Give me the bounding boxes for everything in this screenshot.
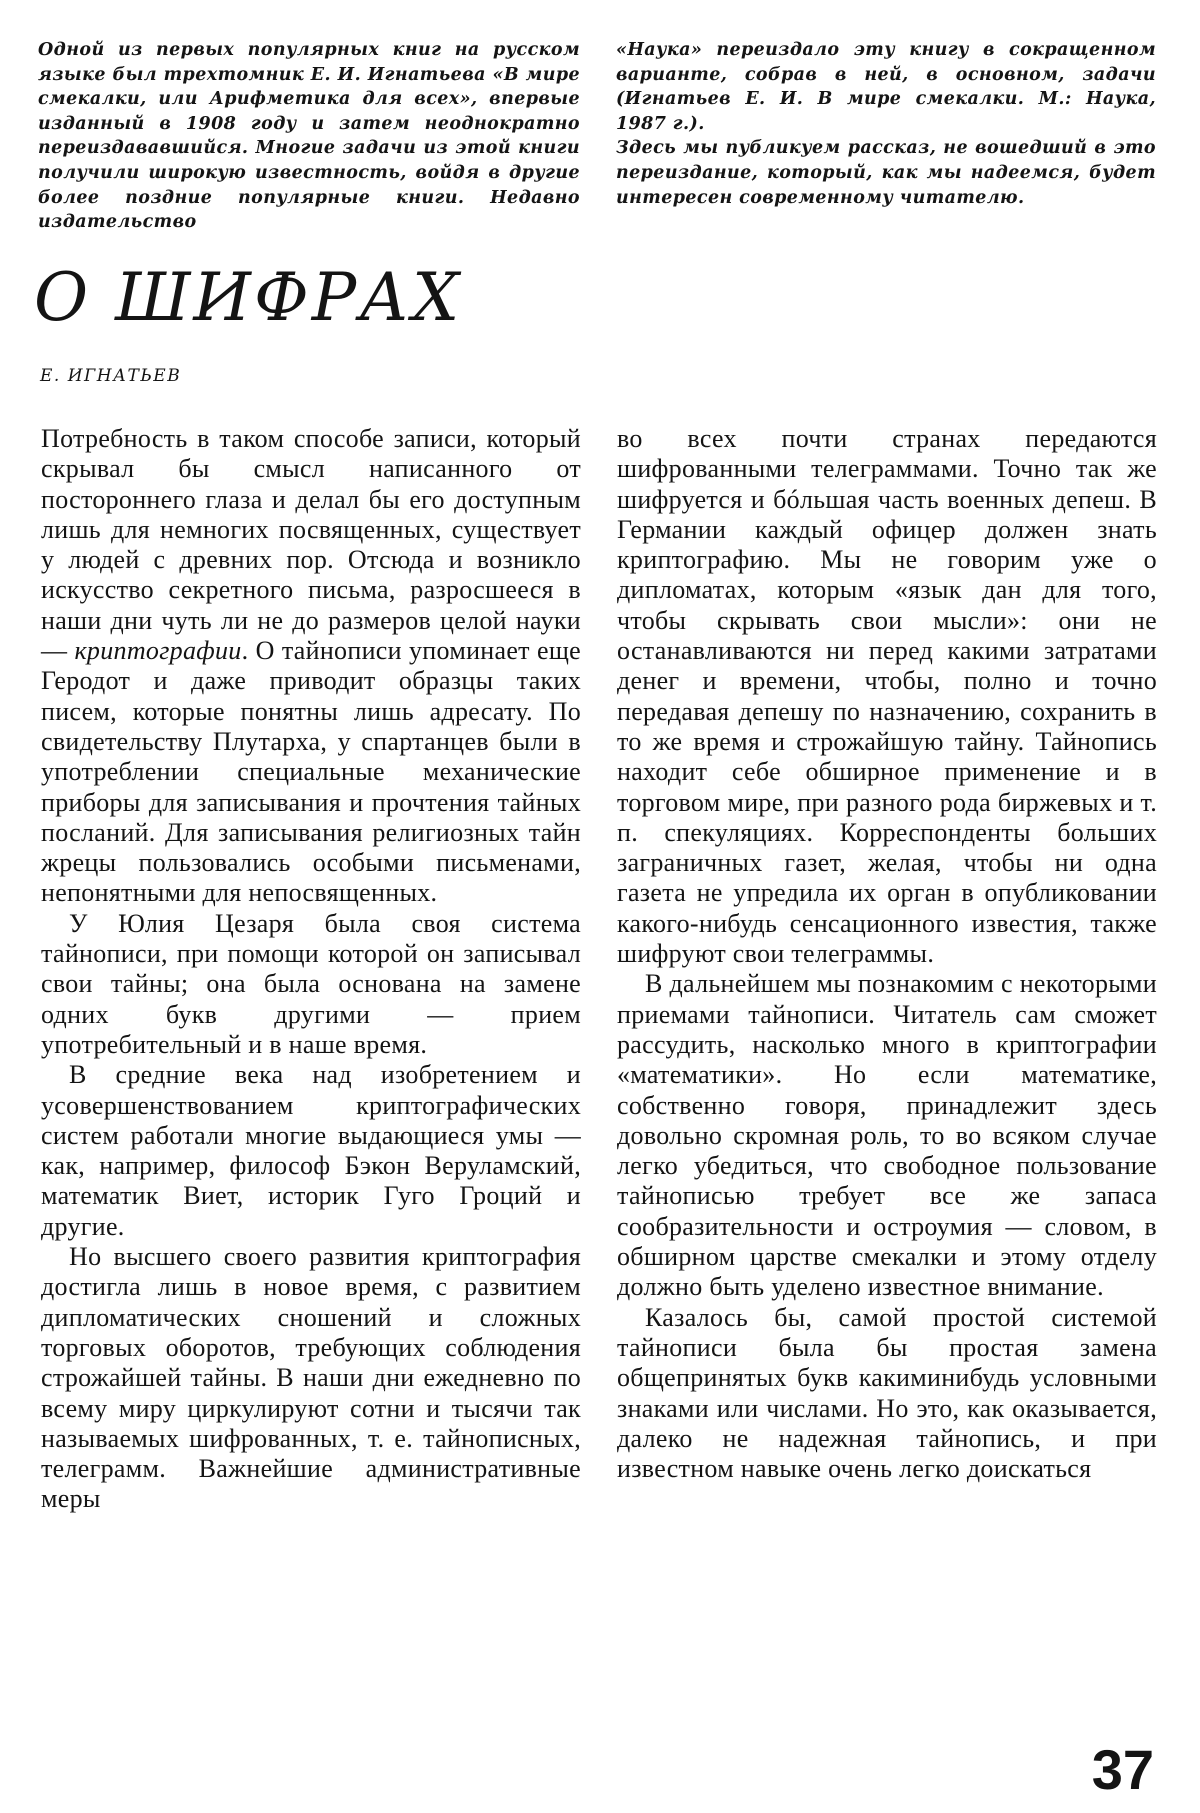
body-left-column — [41, 424, 581, 1515]
body-paragraph-continued: во всех почти странах передаются шифрованными телеграммами. Точно так же шифруется и бóльшая часть военных депеш. В Германии каждый офицер должен знать криптографию. Мы не говорим уже о дипломатах, которым «язык дан для того, чтобы скрывать свои мысли»: они не останавливаются ни перед какими затратами денег и времени, чтобы, полно и точно передавая депешу по назначению, сохранить в то же время и строжайшую тайну. Тайнопись находит себе обширное применение и в торговом мире, при разного рода биржевых и т. п. спекуляциях. Корреспонденты больших заграничных газет, желая, чтобы ни одна газета не упредила их орган в опубликовании какого-нибудь сенсационного известия, также шифруют свои телеграммы. — [617, 424, 1157, 969]
text-run: . О тайнописи упоминает еще Геродот и даже приводит образцы таких писем, которые понятны лишь адресату. По свидетельству Плутарха, у спартанцев были в употреблении специальные механические приборы для записывания и прочтения тайных посланий. Для записывания религиозных тайн жрецы пользовались особыми письменами, непонятными для непосвященных. — [41, 636, 581, 908]
emphasized-term: криптографии — [74, 636, 242, 666]
article-title: О ШИФРАХ — [34, 259, 463, 336]
body-paragraph — [41, 424, 581, 909]
text-run: Потребность в таком способе записи, который скрывал бы смысл написанного от постороннего глаза и делал бы его доступным лишь для немногих посвященных, существует у людей с древних пор. Отсюда и возникло искусство секретного письма, разросшееся в наши дни чуть ли не до размеров целой науки — — [41, 424, 581, 666]
body-paragraph: У Юлия Цезаря была своя система тайнописи, при помощи которой он записывал свои тайны; она была основана на замене одних букв другими — прием употребительный и в наше время. — [41, 908, 581, 1059]
intro-left-column — [38, 38, 580, 235]
body-right-column — [617, 424, 1157, 1484]
body-paragraph: Но высшего своего развития криптография достигла лишь в новое время, с развитием дипломатических сношений и сложных торговых оборотов, требующих соблюдения строжайшей тайны. В наши дни ежедневно по всему миру циркулируют сотни и тысячи так называемых шифрованных, т. е. тайнописных, телеграмм. Важнейшие административные меры — [41, 1242, 581, 1514]
intro-paragraph: Одной из первых популярных книг на русском языке был трехтомник Е. И. Игнатьева «В мире смекалки, или Арифметика для всех», впервые изданный в 1908 году и затем неоднократно переиздававшийся. Многие задачи из этой книги получили широкую известность, войдя в другие более поздние популярные книги. Недавно издательство — [38, 40, 580, 233]
intro-paragraph: Здесь мы публикуем рассказ, не вошедший в это переиздание, который, как мы надеемся, будет интересен современному читателю. — [616, 138, 1156, 208]
body-paragraph: В средние века над изобретением и усовершенствованием криптографических систем работали многие выдающиеся умы — как, например, философ Бэкон Веруламский, математик Виет, историк Гуго Гроций и другие. — [41, 1060, 581, 1241]
body-paragraph: В дальнейшем мы познакомим с некоторыми приемами тайнописи. Читатель сам сможет рассудить, насколько много в криптографии «математики». Но если математике, собственно говоря, принадлежит здесь довольно скромная роль, то во всяком случае легко убедиться, что свободное пользование тайнописью требует все же запаса сообразительности и остроумия — словом, в обширном царстве смекалки и этому отделу должно быть уделено известное внимание. — [617, 969, 1157, 1302]
body-paragraph: Казалось бы, самой простой системой тайнописи была бы простая замена общепринятых букв какиминибудь условными знаками или числами. Но это, как оказывается, далеко не надежная тайнопись, и при известном навыке очень легко доискаться — [617, 1302, 1157, 1484]
intro-right-column — [616, 38, 1156, 210]
article-author: Е. ИГНАТЬЕВ — [40, 366, 182, 386]
intro-paragraph: «Наука» переиздало эту книгу в сокращенном варианте, собрав в ней, в основном, задачи (Игнатьев Е. И. В мире смекалки. М.: Наука, 1987 г.). — [616, 40, 1156, 134]
page-number: 37 — [1091, 1738, 1154, 1801]
